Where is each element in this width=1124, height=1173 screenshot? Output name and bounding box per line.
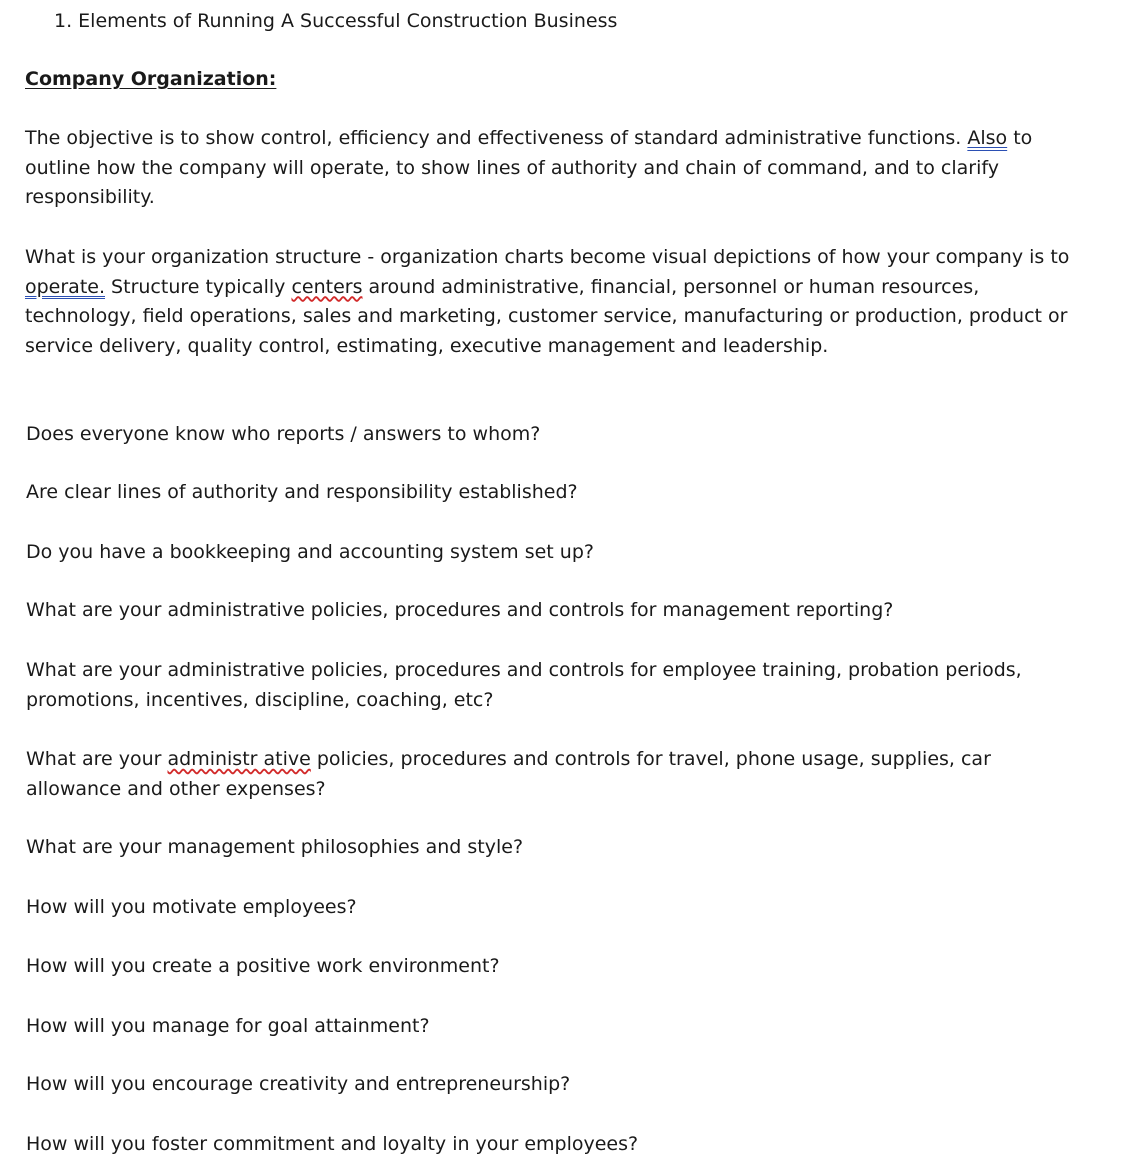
paragraph-line: responsibility.: [25, 186, 155, 208]
question-line: allowance and other expenses?: [26, 778, 326, 800]
operate-link[interactable]: operate.: [25, 275, 106, 298]
structure-paragraph: [25, 243, 1115, 361]
spelling-flag-centers[interactable]: centers: [291, 275, 363, 298]
question-employee-training: [26, 655, 1116, 715]
text-run: around administrative, financial, personnel or human resources,: [362, 275, 980, 298]
text-run: Structure typically: [105, 275, 292, 298]
paragraph-line: What is your organization structure - organization charts become visual depictions of how your company is to: [25, 246, 1070, 268]
paragraph-line: technology, field operations, sales and marketing, customer service, manufacturing or production, product or: [25, 305, 1068, 327]
paragraph-line: [25, 273, 1115, 303]
text-run: to: [1007, 127, 1033, 149]
paragraph-line: [25, 124, 1115, 154]
question-goal-attainment: How will you manage for goal attainment?: [26, 1015, 430, 1037]
document-heading: 1. Elements of Running A Successful Construction Business: [54, 10, 618, 32]
question-creativity: How will you encourage creativity and entrepreneurship?: [26, 1073, 571, 1095]
question-expenses: [26, 744, 1116, 804]
paragraph-line: service delivery, quality control, estimating, executive management and leadership.: [25, 334, 829, 357]
also-link[interactable]: Also: [967, 127, 1008, 149]
question-work-environment: How will you create a positive work environment?: [26, 955, 500, 977]
question-management-reporting: What are your administrative policies, procedures and controls for management reporting?: [26, 599, 894, 621]
text-run: policies, procedures and controls for travel, phone usage, supplies, car: [310, 748, 991, 770]
spelling-flag-administrative[interactable]: administr ative: [167, 748, 311, 770]
question-line: What are your administrative policies, procedures and controls for employee training, probation periods,: [26, 659, 1022, 681]
text-run: What are your: [26, 748, 168, 770]
question-line: promotions, incentives, discipline, coaching, etc?: [26, 689, 494, 711]
question-philosophies: What are your management philosophies and style?: [26, 836, 524, 858]
question-motivate: How will you motivate employees?: [26, 896, 357, 918]
paragraph-line: outline how the company will operate, to show lines of authority and chain of command, and to clarify: [25, 156, 999, 179]
question-line: [26, 744, 1116, 774]
question-authority: Are clear lines of authority and responsibility established?: [26, 481, 578, 503]
section-title: Company Organization:: [25, 68, 277, 90]
objective-paragraph: [25, 124, 1115, 213]
question-reports: Does everyone know who reports / answers to whom?: [26, 423, 541, 445]
question-loyalty: How will you foster commitment and loyalty in your employees?: [26, 1133, 639, 1155]
question-bookkeeping: Do you have a bookkeeping and accounting system set up?: [26, 541, 594, 563]
text-run: The objective is to show control, efficiency and effectiveness of standard administrative functions.: [25, 127, 968, 149]
